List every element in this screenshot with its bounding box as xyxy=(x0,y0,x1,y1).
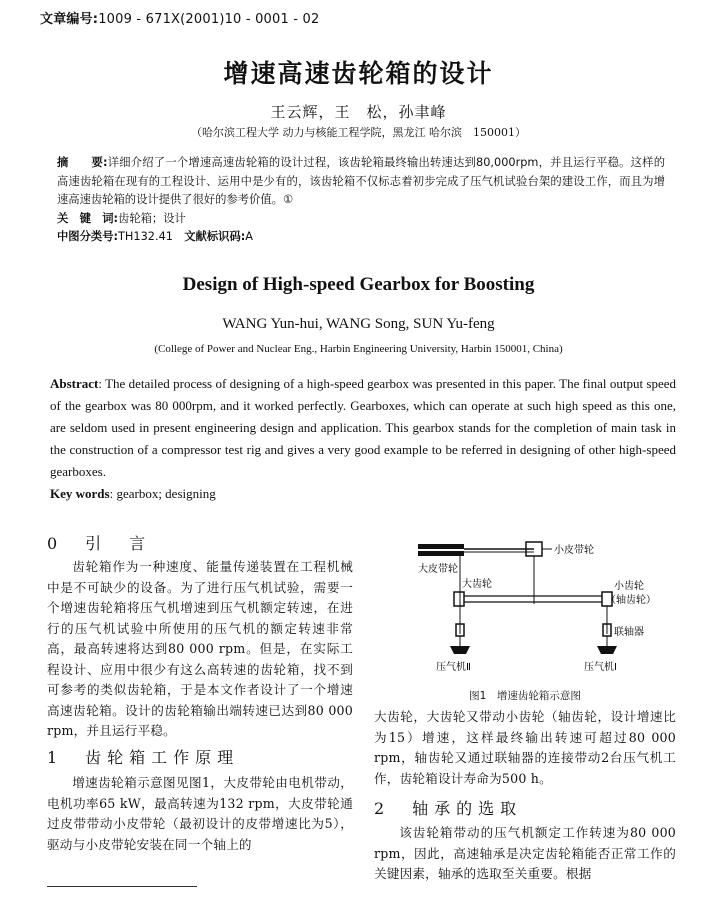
compressor-2-label: 压气机Ⅱ xyxy=(436,662,471,673)
abstract-cn xyxy=(57,154,665,247)
doc-code-value: A xyxy=(245,230,253,243)
affiliation-en: (College of Power and Nuclear Eng., Harbin Engineering University, Harbin 150001, China) xyxy=(154,343,563,355)
abstract-en-label: Abstract xyxy=(50,376,99,391)
keywords-en xyxy=(50,483,676,505)
abstract-cn-label: 摘 要: xyxy=(57,156,108,169)
shaft-gear-label: （轴齿轮） xyxy=(606,595,656,606)
footnote-divider xyxy=(47,886,197,887)
big-pulley-label: 大皮带轮 xyxy=(418,564,458,575)
section-2-heading: 2 轴承的选取 xyxy=(374,799,523,818)
article-number-label: 文章编号: xyxy=(40,12,99,27)
abstract-en xyxy=(50,373,676,505)
section-0-body xyxy=(47,557,353,742)
section-1-paragraph: 增速齿轮箱示意图见图1，大皮带轮由电机带动，电机功率65 kW，最高转速为132 rpm，大皮带轮通过皮带带动小皮带轮（最初设计的皮带增速比为5），驱动与小皮带轮安装在同一个轴上的 xyxy=(47,775,353,852)
keywords-en-text: : gearbox; designing xyxy=(109,486,216,501)
right-column-paragraph: 大齿轮，大齿轮又带动小齿轮（轴齿轮，设计增速比为15）增速，这样最终输出转速可超过80 000 rpm，轴齿轮又通过联轴器的连接带动2台压气机工作，齿轮箱设计寿命为500 h。 xyxy=(374,709,676,786)
big-pulley-shape-lower xyxy=(418,551,464,556)
abstract-en-text: : The detailed process of designing of a high-speed gearbox was presented in this paper. The final output speed of the gearbox was 80 000rpm, and it worked perfectly. Gearboxes, which can operate at such high speed as this one, are seldom used in present engineering design and application. This gearbox stands for the completion of main task in the construction of a compressor test rig and gives a very good example to be referred in designing of other high-speed gearboxes. xyxy=(50,376,676,479)
abstract-cn-paragraph xyxy=(57,154,665,210)
keywords-cn xyxy=(57,210,665,229)
big-gear-label: 大齿轮 xyxy=(462,579,492,590)
keywords-en-label: Key words xyxy=(50,486,110,501)
compressor-1-shape xyxy=(597,646,617,654)
keywords-cn-text: 齿轮箱；设计 xyxy=(118,211,186,225)
right-column-body xyxy=(374,707,676,789)
clc-value: TH132.41 xyxy=(118,230,173,243)
clc-label: 中图分类号: xyxy=(57,230,119,243)
keywords-cn-label: 关 键 词: xyxy=(57,211,119,225)
article-number xyxy=(40,8,319,27)
abstract-cn-text: 详细介绍了一个增速高速齿轮箱的设计过程，该齿轮箱最终输出转速达到80,000rpm，并且运行平稳。这样的高速齿轮箱在现有的工程设计、运用中是少有的，该齿轮箱不仅标志着初步完成了压气机试验台架的建设工作，而且为增速高速齿轮箱的设计提供了很好的参考价值。① xyxy=(57,156,665,206)
page-title-cn: 增速高速齿轮箱的设计 xyxy=(223,59,494,88)
doc-code-label: 文献标识码: xyxy=(184,230,246,243)
section-0-paragraph: 齿轮箱作为一种速度、能量传递装置在工程机械中是不可缺少的设备。为了进行压气机试验，需要一个增速齿轮箱将压气机增速到压气机额定转速，在进行的压气机试验中所使用的压气机的额定转速非常高，最高转速将达到80 000 rpm。但是，在实际工程设计、应用中很少有这么高转速的齿轮箱，找不到可参考的类似齿轮箱，于是本文作者设计了一个增速高速齿轮箱。设计的齿轮箱输出端转速已达到80 000 rpm，并且运行平稳。 xyxy=(47,559,353,738)
abstract-en-paragraph xyxy=(50,373,676,483)
small-gear-label: 小齿轮 xyxy=(614,581,644,592)
section-1-heading: 1 齿轮箱工作原理 xyxy=(47,748,240,767)
compressor-1-label: 压气机Ⅰ xyxy=(584,662,617,673)
section-1-body xyxy=(47,773,353,855)
section-2-body xyxy=(374,823,676,885)
figure-1-caption: 图1 增速齿轮箱示意图 xyxy=(469,690,581,702)
compressor-2-shape xyxy=(450,646,470,654)
section-2-paragraph: 该齿轮箱带动的压气机额定工作转速为80 000 rpm，因此，高速轴承是决定齿轮箱能否正常工作的关键因素，轴承的选取至关重要。根据 xyxy=(374,825,676,881)
figure-1-diagram xyxy=(374,536,676,686)
article-number-value: 1009 - 671X(2001)10 - 0001 - 02 xyxy=(98,12,320,27)
authors-en: WANG Yun-hui, WANG Song, SUN Yu-feng xyxy=(222,316,495,332)
classification-cn xyxy=(57,228,665,247)
affiliation-cn: （哈尔滨工程大学 动力与核能工程学院，黑龙江 哈尔滨 150001） xyxy=(191,126,526,139)
page-title-en: Design of High-speed Gearbox for Boosting xyxy=(182,274,535,295)
small-pulley-label: 小皮带轮 xyxy=(554,545,594,556)
authors-cn: 王云辉，王 松，孙聿峰 xyxy=(270,103,447,121)
section-0-heading: 0 引 言 xyxy=(47,534,152,553)
coupling-label: 联轴器 xyxy=(614,627,644,638)
big-gear-left-shape xyxy=(454,592,464,606)
big-pulley-shape xyxy=(418,544,464,549)
